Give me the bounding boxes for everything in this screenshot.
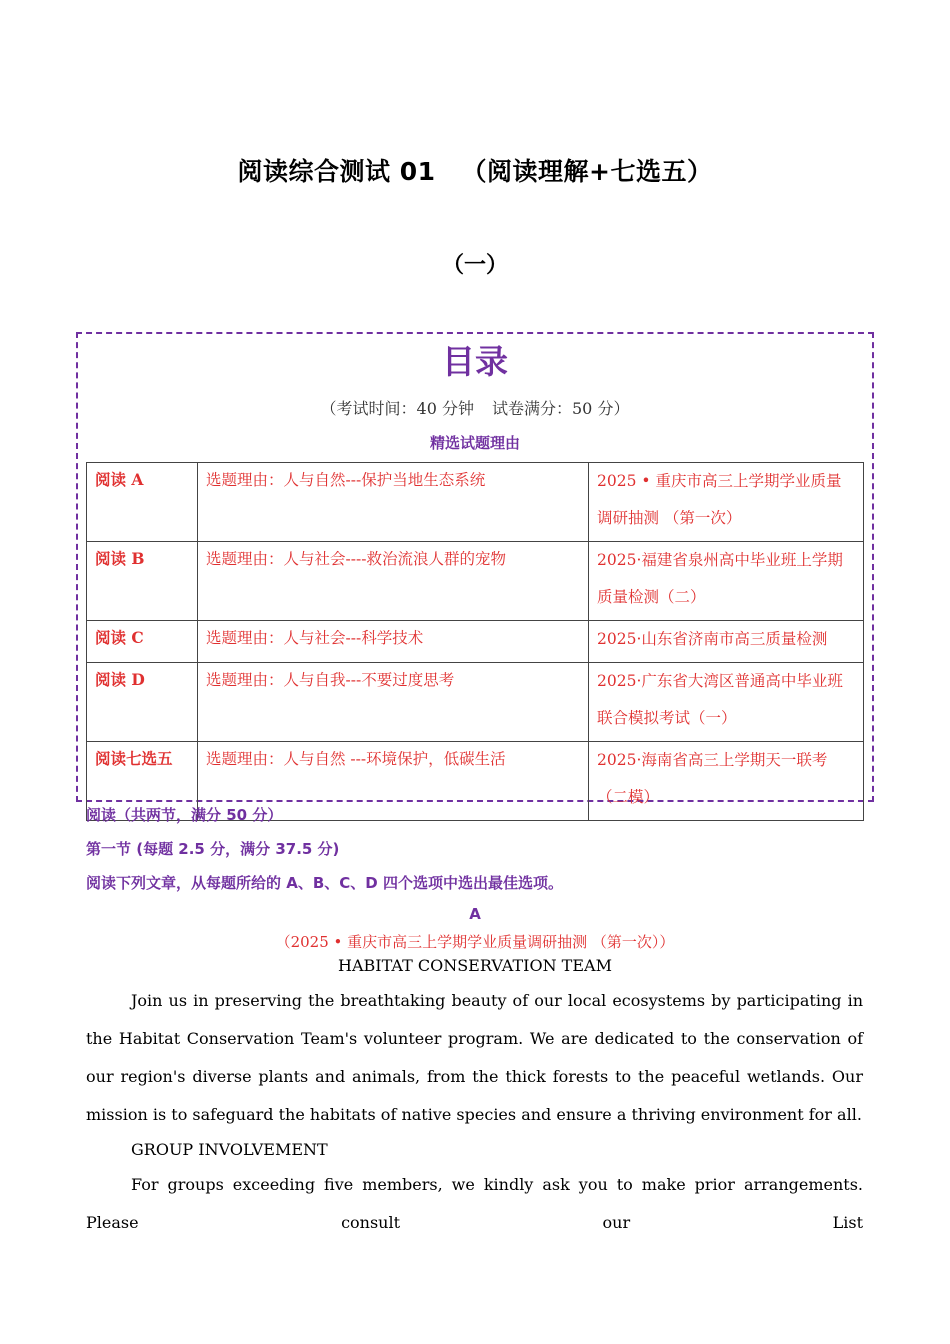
toc-table [86,462,864,821]
passage-subheading: GROUP INVOLVEMENT [131,1140,328,1159]
passage-paragraph: Join us in preserving the breathtaking beauty of our local ecosystems by participating in the Habitat Conservation Team's volunteer program. We are dedicated to the conservation of our region's diverse plants and animals, from the thick forests to the peaceful wetlands. Our mission is to safeguard the habitats of native species and ensure a thriving environment for all. [86,991,863,1124]
toc-row [87,463,864,542]
toc-source: 2025 • 重庆市高三上学期学业质量调研抽测 （第一次） [589,463,864,542]
toc-label: 阅读 C [87,621,198,663]
toc-source: 2025·广东省大湾区普通高中毕业班联合模拟考试（一） [589,663,864,742]
part-title: 阅读（共两节，满分 50 分） [86,806,283,824]
toc-reason: 选题理由：人与自然 ---环境保护，低碳生活 [198,742,589,821]
toc-row [87,542,864,621]
toc-reason: 选题理由：人与自然---保护当地生态系统 [198,463,589,542]
document-title [0,152,950,188]
toc-source: 2025·山东省济南市高三质量检测 [589,621,864,663]
toc-label: 阅读 D [87,663,198,742]
toc-label: 阅读七选五 [87,742,198,821]
part-number: （一） [441,253,508,278]
toc-row [87,663,864,742]
toc-reason: 选题理由：人与自我---不要过度思考 [198,663,589,742]
exam-time: （考试时间：40 分钟 [320,399,474,418]
section-title: 第一节 (每题 2.5 分，满分 37.5 分) [86,840,340,858]
exam-score: 试卷满分：50 分） [492,399,630,418]
toc-heading: 目录 [442,342,508,381]
reason-heading: 精选试题理由 [429,434,520,452]
toc-label: 阅读 A [87,463,198,542]
toc-reason: 选题理由：人与社会----救治流浪人群的宠物 [198,542,589,621]
title-paren: （阅读理解+七选五） [461,157,713,186]
toc-label: 阅读 B [87,542,198,621]
toc-source: 2025·福建省泉州高中毕业班上学期质量检测（二） [589,542,864,621]
passage-source: （2025 • 重庆市高三上学期学业质量调研抽测 （第一次）） [275,933,675,951]
passage-letter: A [469,905,481,923]
toc-row [87,621,864,663]
exam-info [0,396,950,419]
toc-source: 2025·海南省高三上学期天一联考（二模） [589,742,864,821]
passage-paragraph: For groups exceeding five members, we kindly ask you to make prior arrangements. Please consult our List [86,1175,863,1232]
toc-reason: 选题理由：人与社会---科学技术 [198,621,589,663]
section-instruction: 阅读下列文章，从每题所给的 A、B、C、D 四个选项中选出最佳选项。 [86,874,563,892]
title-main: 阅读综合测试 01 [237,157,436,186]
passage-heading: HABITAT CONSERVATION TEAM [338,956,612,975]
